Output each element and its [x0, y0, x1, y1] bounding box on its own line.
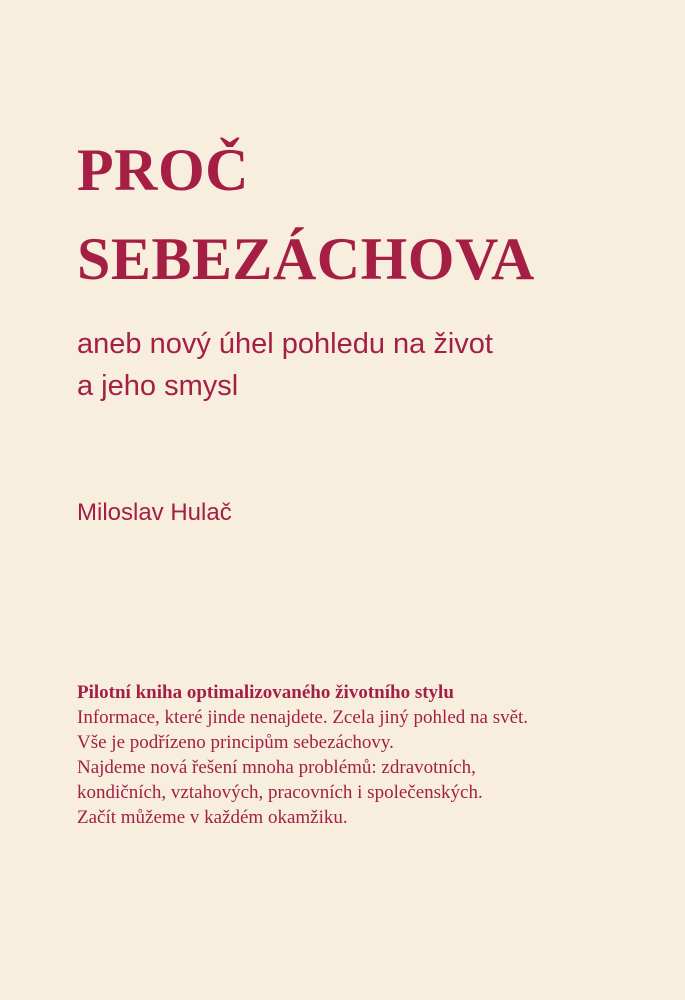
blurb-headline: Pilotní kniha optimalizovaného životního stylu [77, 682, 454, 703]
cover-blurb [77, 680, 528, 830]
blurb-line-3: Najdeme nová řešení mnoha problémů: zdravotních, [77, 757, 476, 778]
title-line-1: PROČ [77, 137, 249, 203]
blurb-line-4: kondičních, vztahových, pracovních i společenských. [77, 782, 483, 803]
title-line-2: SEBEZÁCHOVA [77, 226, 535, 292]
blurb-line-2: Vše je podřízeno principům sebezáchovy. [77, 732, 394, 753]
blurb-line-1: Informace, které jinde nenajdete. Zcela jiný pohled na svět. [77, 707, 529, 728]
subtitle-line-1: aneb nový úhel pohledu na život [77, 328, 493, 360]
subtitle-line-2: a jeho smysl [77, 370, 239, 402]
blurb-line-5: Začít můžeme v každém okamžiku. [77, 807, 348, 828]
subtitle [77, 323, 493, 407]
author-name: Miloslav Hulač [77, 499, 232, 526]
